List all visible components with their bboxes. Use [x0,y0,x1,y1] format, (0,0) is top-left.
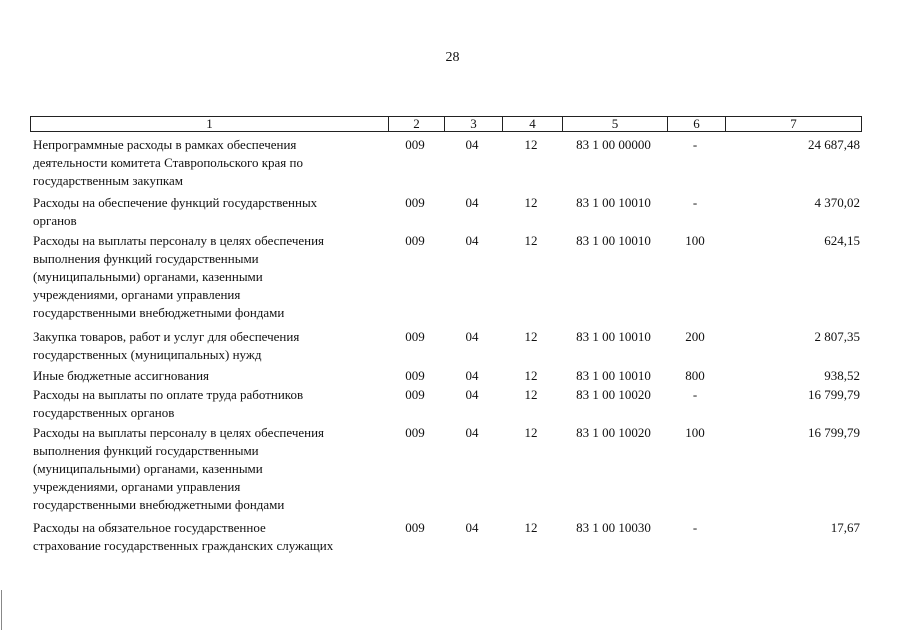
row-code-subsection: 12 [524,387,538,402]
row-code-subsection: 12 [524,520,538,535]
row-code-expense-type: - [692,195,698,210]
row-code-subsection: 12 [524,137,538,152]
row-code-target: 83 1 00 10010 [576,233,651,248]
row-description-line: Расходы на обеспечение функций государственных [33,195,318,210]
row-code-expense-type: 100 [685,233,705,248]
row-code-subsection: 12 [524,233,538,248]
row-code-target: 83 1 00 10010 [576,329,651,344]
row-code-admin: 009 [405,195,425,210]
row-code-target: 83 1 00 10020 [576,425,651,440]
row-code-section: 04 [465,329,479,344]
row-amount: 16 799,79 [808,387,860,402]
row-code-subsection: 12 [524,195,538,210]
row-description-line: Непрограммные расходы в рамках обеспечения [33,137,297,152]
row-description-line: государственными внебюджетными фондами [33,305,285,320]
column-header-4: 4 [502,117,562,131]
row-code-admin: 009 [405,520,425,535]
row-amount: 16 799,79 [808,425,860,440]
row-code-expense-type: 100 [685,425,705,440]
row-code-target: 83 1 00 00000 [576,137,651,152]
row-description-line: органов [33,213,77,228]
row-description [33,386,393,422]
row-description-line: (муниципальными) органами, казенными [33,461,263,476]
row-code-admin: 009 [405,137,425,152]
row-code-admin: 009 [405,387,425,402]
row-code-subsection: 12 [524,368,538,383]
column-header-6: 6 [667,117,725,131]
row-description-line: Расходы на выплаты персоналу в целях обеспечения [33,233,325,248]
row-description-line: (муниципальными) органами, казенными [33,269,263,284]
row-code-section: 04 [465,520,479,535]
column-header-5: 5 [562,117,667,131]
row-description [33,328,393,364]
row-description [33,232,393,322]
row-amount: 624,15 [824,233,860,248]
row-description-line: Расходы на обязательное государственное [33,520,266,535]
row-description-line: Расходы на выплаты по оплате труда работников [33,387,304,402]
column-header-2: 2 [388,117,444,131]
row-code-section: 04 [465,425,479,440]
row-description [33,424,393,514]
row-description-line: государственными внебюджетными фондами [33,497,285,512]
row-code-target: 83 1 00 10030 [576,520,651,535]
page-number: 28 [445,50,460,65]
row-code-admin: 009 [405,233,425,248]
row-amount: 4 370,02 [814,195,860,210]
row-code-section: 04 [465,233,479,248]
row-code-section: 04 [465,387,479,402]
row-description-line: государственных органов [33,405,175,420]
row-description [33,194,393,230]
table-column-header [30,116,862,132]
row-code-admin: 009 [405,425,425,440]
row-amount: 17,67 [830,520,860,535]
row-description-line: государственным закупкам [33,173,184,188]
row-code-target: 83 1 00 10010 [576,195,651,210]
row-code-admin: 009 [405,368,425,383]
row-code-target: 83 1 00 10010 [576,368,651,383]
row-code-expense-type: 200 [685,329,705,344]
row-description-line: Закупка товаров, работ и услуг для обеспечения [33,329,300,344]
row-description [33,136,393,190]
row-description-line: государственных (муниципальных) нужд [33,347,262,362]
row-description-line: Расходы на выплаты персоналу в целях обеспечения [33,425,325,440]
column-header-1: 1 [206,116,213,131]
row-amount: 938,52 [824,368,860,383]
row-description-line: выполнения функций государственными [33,251,259,266]
column-header-7: 7 [725,117,861,131]
row-code-expense-type: - [692,520,698,535]
row-code-section: 04 [465,195,479,210]
row-code-section: 04 [465,137,479,152]
row-code-expense-type: - [692,387,698,402]
row-code-target: 83 1 00 10020 [576,387,651,402]
row-description [33,519,393,555]
row-code-section: 04 [465,368,479,383]
row-description-line: учреждениями, органами управления [33,287,241,302]
row-code-subsection: 12 [524,425,538,440]
row-code-expense-type: 800 [685,368,705,383]
row-amount: 2 807,35 [814,329,860,344]
row-code-admin: 009 [405,329,425,344]
row-code-subsection: 12 [524,329,538,344]
row-description-line: выполнения функций государственными [33,443,259,458]
column-header-3: 3 [444,117,502,131]
row-description-line: Иные бюджетные ассигнования [33,368,210,383]
row-amount: 24 687,48 [808,137,860,152]
row-description-line: деятельности комитета Ставропольского края по [33,155,303,170]
row-description-line: страхование государственных гражданских служащих [33,538,334,553]
row-description-line: учреждениями, органами управления [33,479,241,494]
row-description [33,367,393,385]
row-code-expense-type: - [692,137,698,152]
scan-margin-line [1,590,2,630]
